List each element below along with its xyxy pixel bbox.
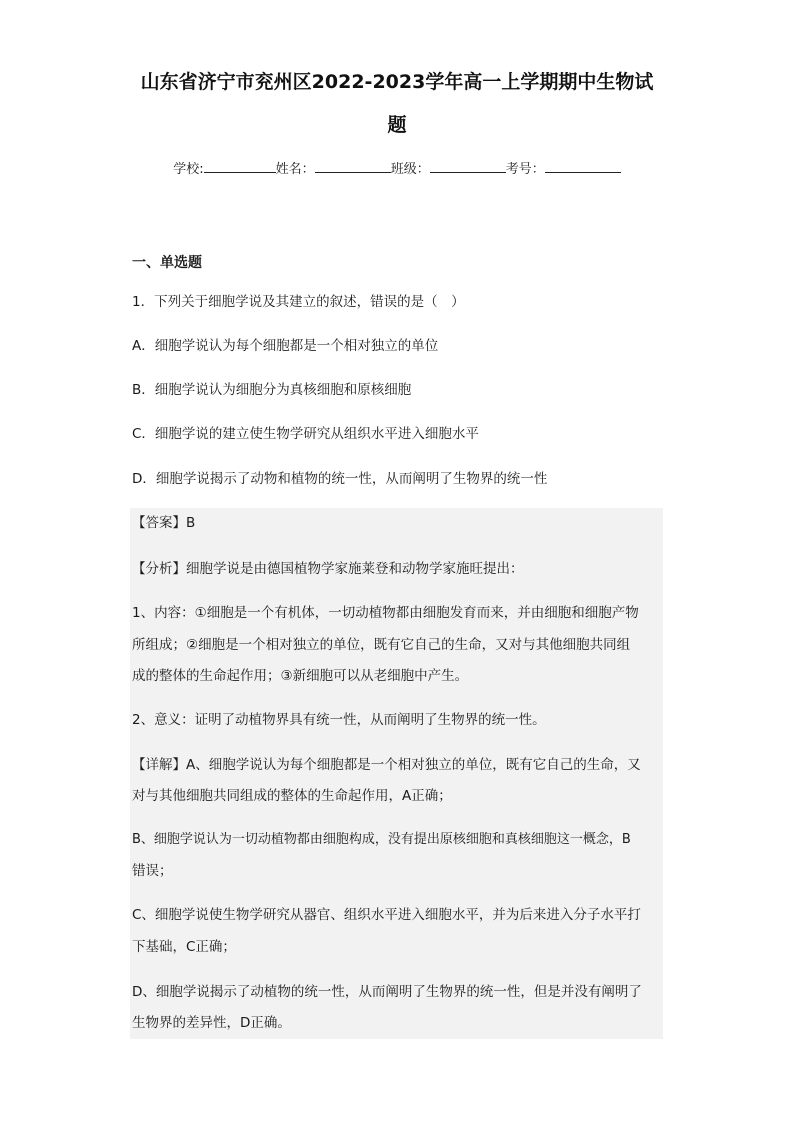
detail-d-line-1: D、细胞学说揭示了动植物的统一性，从而阐明了生物界的统一性，但是并没有阐明了 [132, 984, 642, 1000]
document-title-line-1: 山东省济宁市兖州区2022-2023学年高一上学期期中生物试 [140, 71, 654, 93]
option-a: A．细胞学说认为每个细胞都是一个相对独立的单位 [132, 338, 439, 354]
number-blank [545, 158, 621, 173]
detail-a-line-2: 对与其他细胞共同组成的整体的生命起作用，A正确； [132, 788, 452, 804]
school-label: 学校: [173, 162, 204, 177]
meaning-line: 2、意义：证明了动植物界具有统一性，从而阐明了生物界的统一性。 [132, 712, 546, 728]
option-b: B．细胞学说认为细胞分为真核细胞和原核细胞 [132, 382, 412, 398]
analysis-intro: 【分析】细胞学说是由德国植物学家施莱登和动物学家施旺提出： [132, 561, 524, 577]
section-heading: 一、单选题 [132, 255, 202, 271]
option-c: C．细胞学说的建立使生物学研究从组织水平进入细胞水平 [132, 426, 479, 442]
school-blank [204, 158, 276, 173]
detail-b-line-1: B、细胞学说认为一切动植物都由细胞构成，没有提出原核细胞和真核细胞这一概念，B [132, 832, 631, 847]
content-line-3: 成的整体的生命起作用；③新细胞可以从老细胞中产生。 [132, 668, 469, 684]
content-line-1: 1、内容：①细胞是一个有机体，一切动植物都由细胞发育而来，并由细胞和细胞产物 [132, 605, 639, 621]
option-d: D．细胞学说揭示了动物和植物的统一性，从而阐明了生物界的统一性 [132, 471, 548, 487]
student-info-row [0, 158, 794, 179]
content-line-2: 所组成；②细胞是一个相对独立的单位，既有它自己的生命，又对与其他细胞共同组 [132, 637, 631, 653]
detail-c-line-1: C、细胞学说使生物学研究从器官、组织水平进入细胞水平，并为后来进入分子水平打 [132, 907, 641, 923]
class-label: 班级： [390, 162, 430, 177]
detail-a-line-1: 【详解】A、细胞学说认为每个细胞都是一个相对独立的单位，既有它自己的生命，又 [132, 757, 641, 773]
class-blank [430, 158, 506, 173]
answer-line: 【答案】B [132, 515, 196, 531]
detail-b-line-2: 错误； [132, 863, 173, 879]
name-blank [315, 158, 391, 173]
question-stem: 1．下列关于细胞学说及其建立的叙述，错误的是（ ） [132, 294, 465, 310]
number-label: 考号： [505, 162, 545, 177]
name-label: 姓名： [275, 162, 315, 177]
detail-d-line-2: 生物界的差异性，D正确。 [132, 1015, 291, 1031]
document-title-line-2: 题 [387, 114, 407, 136]
detail-c-line-2: 下基础，C正确； [132, 939, 236, 955]
